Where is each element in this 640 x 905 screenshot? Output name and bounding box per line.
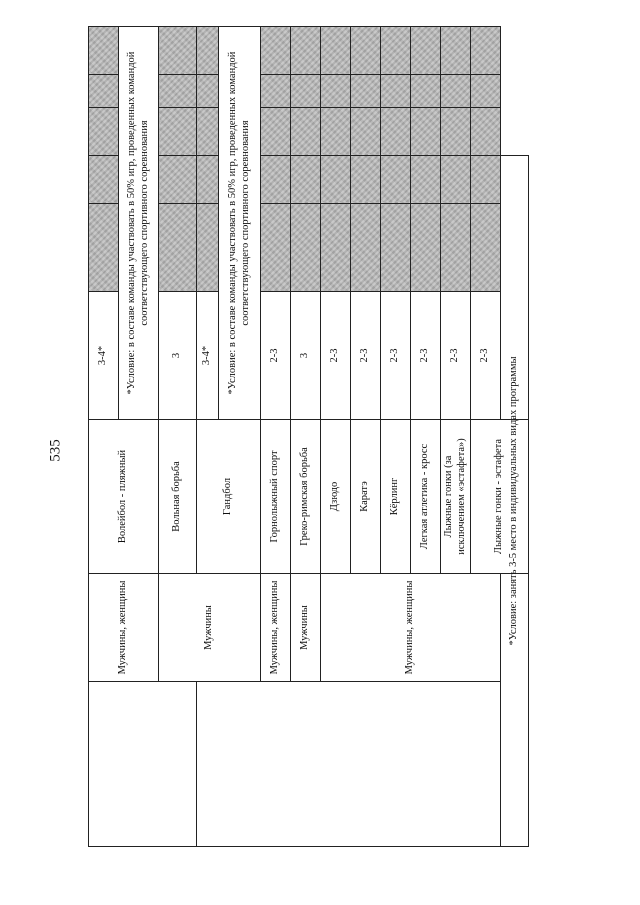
- shaded-cell: [441, 27, 471, 75]
- sport-cell: Лыжные гонки (за исключением «эстафета»): [441, 420, 471, 574]
- shaded-cell: [89, 108, 119, 156]
- shaded-cell: [89, 156, 119, 204]
- sport-cell: Греко-римская борьба: [291, 420, 321, 574]
- sport-cell: Лыжные гонки - эстафета: [471, 420, 529, 574]
- shaded-cell: [381, 108, 411, 156]
- table-row: [197, 27, 219, 847]
- shaded-cell: [321, 27, 351, 75]
- place-cell: 2-3: [471, 292, 501, 420]
- shaded-cell: [321, 204, 351, 292]
- rotated-table: [88, 27, 528, 847]
- empty-cell: [197, 682, 501, 847]
- place-cell: 2-3: [351, 292, 381, 420]
- sport-cell: Легкая атлетика - кросс: [411, 420, 441, 574]
- condition-note: *Условие: в составе команды участвовать в 50% игр, проведенных командой соответствующего спортивного соревнования: [219, 27, 261, 420]
- shaded-cell: [261, 75, 291, 108]
- place-cell: 2-3: [261, 292, 291, 420]
- place-cell: 3: [159, 292, 197, 420]
- shaded-cell: [159, 108, 197, 156]
- shaded-cell: [471, 108, 501, 156]
- place-cell: 3: [291, 292, 321, 420]
- condition-note: *Условие: занять 3-5 место в индивидуальных видах программы: [501, 156, 529, 847]
- shaded-cell: [441, 108, 471, 156]
- shaded-cell: [159, 27, 197, 75]
- shaded-cell: [197, 204, 219, 292]
- shaded-cell: [351, 108, 381, 156]
- shaded-cell: [321, 156, 351, 204]
- gender-cell: Мужчины, женщины: [261, 574, 291, 682]
- shaded-cell: [351, 27, 381, 75]
- table-row: [89, 27, 119, 847]
- shaded-cell: [381, 27, 411, 75]
- shaded-cell: [411, 204, 441, 292]
- shaded-cell: [381, 204, 411, 292]
- shaded-cell: [197, 108, 219, 156]
- sport-cell: Гандбол: [197, 420, 261, 574]
- shaded-cell: [159, 156, 197, 204]
- shaded-cell: [321, 108, 351, 156]
- shaded-cell: [197, 75, 219, 108]
- shaded-cell: [261, 27, 291, 75]
- shaded-cell: [291, 156, 321, 204]
- place-cell: 3-4*: [89, 292, 119, 420]
- shaded-cell: [441, 156, 471, 204]
- shaded-cell: [411, 27, 441, 75]
- place-cell: 3-4*: [197, 292, 219, 420]
- place-cell: 2-3: [381, 292, 411, 420]
- shaded-cell: [261, 204, 291, 292]
- shaded-cell: [411, 156, 441, 204]
- gender-cell: Мужчины, женщины: [321, 574, 501, 682]
- condition-note: *Условие: в составе команды участвовать в 50% игр, проведенных командой соответствующего спортивного соревнования: [119, 27, 159, 420]
- place-cell: 2-3: [321, 292, 351, 420]
- shaded-cell: [471, 156, 501, 204]
- shaded-cell: [291, 27, 321, 75]
- shaded-cell: [89, 75, 119, 108]
- place-cell: 2-3: [411, 292, 441, 420]
- sport-cell: Горнолыжный спорт: [261, 420, 291, 574]
- sport-cell: Волейбол - пляжный: [89, 420, 159, 574]
- shaded-cell: [351, 156, 381, 204]
- shaded-cell: [411, 108, 441, 156]
- shaded-cell: [441, 204, 471, 292]
- shaded-cell: [381, 75, 411, 108]
- shaded-cell: [351, 75, 381, 108]
- place-cell: 2-3: [441, 292, 471, 420]
- sport-cell: Вольная борьба: [159, 420, 197, 574]
- shaded-cell: [197, 156, 219, 204]
- shaded-cell: [411, 75, 441, 108]
- sports-table: [88, 26, 529, 847]
- shaded-cell: [291, 204, 321, 292]
- table-row: [501, 27, 529, 847]
- empty-cell: [89, 682, 197, 847]
- gender-cell: Мужчины, женщины: [89, 574, 159, 682]
- gender-cell: Мужчины: [159, 574, 261, 682]
- shaded-cell: [471, 204, 501, 292]
- shaded-cell: [89, 204, 119, 292]
- shaded-cell: [159, 204, 197, 292]
- sport-cell: Каратэ: [351, 420, 381, 574]
- shaded-cell: [291, 75, 321, 108]
- shaded-cell: [381, 156, 411, 204]
- shaded-cell: [89, 27, 119, 75]
- shaded-cell: [159, 75, 197, 108]
- shaded-cell: [471, 27, 501, 75]
- shaded-cell: [197, 27, 219, 75]
- page-number: 535: [47, 439, 64, 462]
- shaded-cell: [321, 75, 351, 108]
- shaded-cell: [261, 108, 291, 156]
- sport-cell: Дзюдо: [321, 420, 351, 574]
- shaded-cell: [471, 75, 501, 108]
- shaded-cell: [351, 204, 381, 292]
- sport-cell: Кёрлинг: [381, 420, 411, 574]
- shaded-cell: [261, 156, 291, 204]
- gender-cell: Мужчины: [291, 574, 321, 682]
- shaded-cell: [291, 108, 321, 156]
- shaded-cell: [441, 75, 471, 108]
